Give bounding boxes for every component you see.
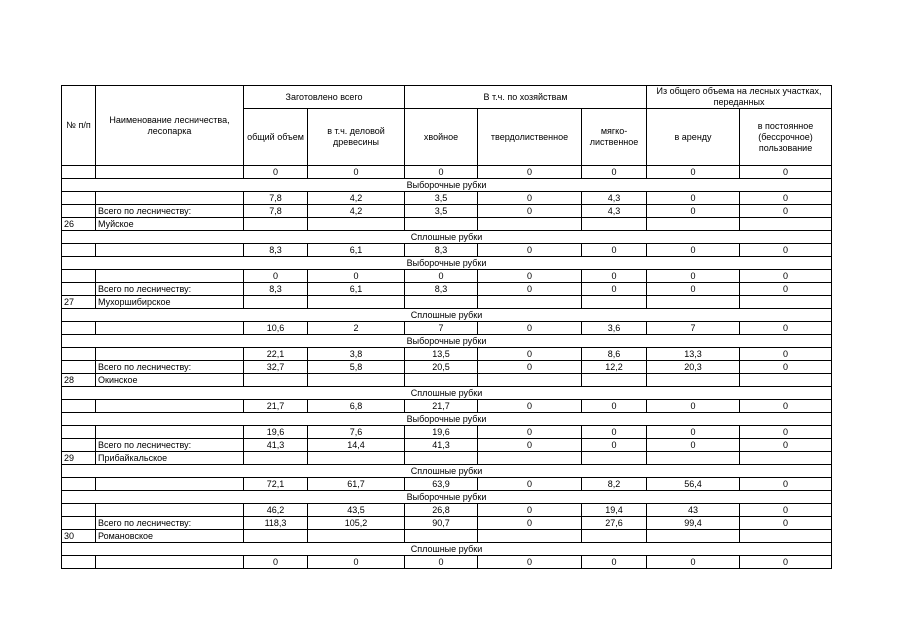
section-row xyxy=(62,465,832,478)
value-cell xyxy=(405,452,478,465)
value-cell: 0 xyxy=(478,517,582,530)
value-cell xyxy=(582,296,647,309)
row-number-cell xyxy=(62,166,96,179)
value-cell: 4,2 xyxy=(308,192,405,205)
section-label: Выборочные рубки xyxy=(62,413,832,426)
value-cell: 0 xyxy=(478,478,582,491)
table-row xyxy=(62,205,832,218)
value-cell xyxy=(308,218,405,231)
value-cell: 99,4 xyxy=(647,517,740,530)
value-cell xyxy=(308,530,405,543)
row-number-cell xyxy=(62,504,96,517)
value-cell: 0 xyxy=(244,556,308,569)
value-cell: 56,4 xyxy=(647,478,740,491)
value-cell: 7 xyxy=(647,322,740,335)
row-name-cell xyxy=(96,478,244,491)
value-cell: 0 xyxy=(740,426,832,439)
hardwood-header: твердолиственное xyxy=(478,109,582,166)
table-row xyxy=(62,504,832,517)
value-cell: 3,5 xyxy=(405,205,478,218)
value-cell: 7,6 xyxy=(308,426,405,439)
value-cell: 6,8 xyxy=(308,400,405,413)
row-name-cell xyxy=(96,400,244,413)
row-number-cell xyxy=(62,192,96,205)
value-cell: 0 xyxy=(740,192,832,205)
value-cell: 0 xyxy=(582,244,647,257)
value-cell: 8,2 xyxy=(582,478,647,491)
row-number-cell xyxy=(62,556,96,569)
table-row xyxy=(62,517,832,530)
value-cell: 12,2 xyxy=(582,361,647,374)
value-cell xyxy=(647,218,740,231)
value-cell: 8,3 xyxy=(405,244,478,257)
value-cell: 6,1 xyxy=(308,244,405,257)
table-row xyxy=(62,244,832,257)
value-cell: 19,6 xyxy=(244,426,308,439)
section-row xyxy=(62,179,832,192)
value-cell xyxy=(740,296,832,309)
value-cell xyxy=(740,374,832,387)
row-name-cell xyxy=(96,270,244,283)
value-cell: 0 xyxy=(740,556,832,569)
value-cell: 6,1 xyxy=(308,283,405,296)
value-cell: 21,7 xyxy=(405,400,478,413)
value-cell: 0 xyxy=(740,283,832,296)
value-cell: 0 xyxy=(740,322,832,335)
value-cell xyxy=(478,452,582,465)
value-cell: 0 xyxy=(740,270,832,283)
value-cell: 0 xyxy=(582,166,647,179)
row-number-cell xyxy=(62,270,96,283)
value-cell xyxy=(647,452,740,465)
rent-header: в аренду xyxy=(647,109,740,166)
value-cell: 0 xyxy=(405,556,478,569)
value-cell xyxy=(244,452,308,465)
value-cell: 4,3 xyxy=(582,192,647,205)
row-name-cell xyxy=(96,166,244,179)
value-cell: 0 xyxy=(582,556,647,569)
section-row xyxy=(62,257,832,270)
forest-harvest-table xyxy=(61,85,832,569)
value-cell: 0 xyxy=(478,322,582,335)
value-cell: 0 xyxy=(478,348,582,361)
value-cell: 0 xyxy=(647,192,740,205)
row-name-cell xyxy=(96,244,244,257)
business-wood-header: в т.ч. деловой древесины xyxy=(308,109,405,166)
value-cell xyxy=(582,530,647,543)
row-number-cell xyxy=(62,517,96,530)
coniferous-header: хвойное xyxy=(405,109,478,166)
value-cell: 8,3 xyxy=(244,283,308,296)
value-cell xyxy=(582,452,647,465)
row-name-cell: Окинское xyxy=(96,374,244,387)
value-cell: 0 xyxy=(582,400,647,413)
value-cell: 0 xyxy=(740,439,832,452)
value-cell: 0 xyxy=(740,504,832,517)
value-cell xyxy=(244,218,308,231)
row-number-cell xyxy=(62,426,96,439)
value-cell: 2 xyxy=(308,322,405,335)
table-row xyxy=(62,166,832,179)
table-body xyxy=(62,166,832,569)
value-cell: 0 xyxy=(647,556,740,569)
value-cell: 13,5 xyxy=(405,348,478,361)
value-cell: 8,6 xyxy=(582,348,647,361)
value-cell: 7 xyxy=(405,322,478,335)
section-row xyxy=(62,413,832,426)
row-name-cell xyxy=(96,348,244,361)
value-cell: 3,8 xyxy=(308,348,405,361)
value-cell: 22,1 xyxy=(244,348,308,361)
value-cell: 21,7 xyxy=(244,400,308,413)
forestry-name-row xyxy=(62,530,832,543)
row-number-cell: 29 xyxy=(62,452,96,465)
value-cell xyxy=(647,530,740,543)
value-cell: 61,7 xyxy=(308,478,405,491)
row-number-cell xyxy=(62,244,96,257)
table-row xyxy=(62,361,832,374)
value-cell: 0 xyxy=(647,244,740,257)
row-name-cell xyxy=(96,426,244,439)
value-cell: 0 xyxy=(647,426,740,439)
value-cell: 41,3 xyxy=(405,439,478,452)
table-row xyxy=(62,322,832,335)
value-cell: 63,9 xyxy=(405,478,478,491)
value-cell: 0 xyxy=(647,205,740,218)
value-cell xyxy=(582,374,647,387)
value-cell: 3,6 xyxy=(582,322,647,335)
value-cell: 0 xyxy=(478,283,582,296)
value-cell: 0 xyxy=(582,283,647,296)
section-row xyxy=(62,387,832,400)
row-number-cell xyxy=(62,400,96,413)
value-cell: 0 xyxy=(478,270,582,283)
value-cell: 0 xyxy=(740,166,832,179)
value-cell: 5,8 xyxy=(308,361,405,374)
row-name-cell: Всего по лесничеству: xyxy=(96,205,244,218)
section-label: Выборочные рубки xyxy=(62,335,832,348)
section-label: Сплошные рубки xyxy=(62,465,832,478)
row-number-cell xyxy=(62,283,96,296)
value-cell: 0 xyxy=(405,270,478,283)
value-cell: 90,7 xyxy=(405,517,478,530)
value-cell: 0 xyxy=(308,166,405,179)
value-cell: 7,8 xyxy=(244,192,308,205)
value-cell: 0 xyxy=(308,270,405,283)
row-name-cell xyxy=(96,504,244,517)
value-cell: 0 xyxy=(244,166,308,179)
value-cell: 27,6 xyxy=(582,517,647,530)
table-row xyxy=(62,192,832,205)
row-name-cell: Прибайкальское xyxy=(96,452,244,465)
value-cell: 0 xyxy=(478,244,582,257)
value-cell: 0 xyxy=(478,361,582,374)
row-number-cell: 30 xyxy=(62,530,96,543)
group-farms-header: В т.ч. по хозяйствам xyxy=(405,86,647,109)
value-cell xyxy=(308,374,405,387)
row-number-cell xyxy=(62,205,96,218)
value-cell: 19,4 xyxy=(582,504,647,517)
row-number-cell xyxy=(62,439,96,452)
table-header xyxy=(62,86,832,166)
value-cell: 32,7 xyxy=(244,361,308,374)
value-cell: 20,5 xyxy=(405,361,478,374)
section-row xyxy=(62,231,832,244)
forestry-name-row xyxy=(62,218,832,231)
section-label: Выборочные рубки xyxy=(62,179,832,192)
value-cell: 0 xyxy=(478,504,582,517)
section-row xyxy=(62,335,832,348)
value-cell: 0 xyxy=(478,400,582,413)
value-cell: 0 xyxy=(740,400,832,413)
table-row xyxy=(62,439,832,452)
value-cell: 0 xyxy=(740,205,832,218)
value-cell xyxy=(647,296,740,309)
forestry-name-row xyxy=(62,452,832,465)
value-cell: 14,4 xyxy=(308,439,405,452)
value-cell: 0 xyxy=(647,400,740,413)
section-label: Выборочные рубки xyxy=(62,491,832,504)
value-cell xyxy=(478,218,582,231)
permanent-use-header: в постоянное (бессрочное) пользование xyxy=(740,109,832,166)
forestry-name-row xyxy=(62,296,832,309)
forestry-name-row xyxy=(62,374,832,387)
row-name-cell xyxy=(96,322,244,335)
row-number-cell xyxy=(62,478,96,491)
value-cell: 0 xyxy=(478,166,582,179)
section-row xyxy=(62,491,832,504)
value-cell xyxy=(405,530,478,543)
value-cell: 20,3 xyxy=(647,361,740,374)
value-cell xyxy=(244,374,308,387)
value-cell: 43,5 xyxy=(308,504,405,517)
value-cell: 13,3 xyxy=(647,348,740,361)
value-cell xyxy=(405,374,478,387)
row-name-cell: Всего по лесничеству: xyxy=(96,517,244,530)
value-cell: 4,3 xyxy=(582,205,647,218)
value-cell: 7,8 xyxy=(244,205,308,218)
value-cell xyxy=(740,218,832,231)
value-cell: 8,3 xyxy=(244,244,308,257)
value-cell: 0 xyxy=(647,439,740,452)
value-cell: 0 xyxy=(740,348,832,361)
value-cell: 0 xyxy=(740,361,832,374)
row-number-cell: 27 xyxy=(62,296,96,309)
section-row xyxy=(62,309,832,322)
value-cell: 0 xyxy=(244,270,308,283)
value-cell: 0 xyxy=(308,556,405,569)
table-row xyxy=(62,426,832,439)
col-name-header: Наименование лесничества, лесопарка xyxy=(96,86,244,166)
table-row xyxy=(62,478,832,491)
table-row xyxy=(62,556,832,569)
value-cell xyxy=(740,452,832,465)
table-row xyxy=(62,283,832,296)
group-plots-header: Из общего объема на лесных участках, переданных xyxy=(647,86,832,109)
value-cell: 43 xyxy=(647,504,740,517)
section-label: Выборочные рубки xyxy=(62,257,832,270)
row-number-cell xyxy=(62,361,96,374)
value-cell: 0 xyxy=(478,426,582,439)
value-cell: 26,8 xyxy=(405,504,478,517)
row-name-cell: Романовское xyxy=(96,530,244,543)
value-cell xyxy=(478,530,582,543)
value-cell: 0 xyxy=(740,478,832,491)
col-number-header: № п/п xyxy=(62,86,96,166)
section-label: Сплошные рубки xyxy=(62,309,832,322)
row-number-cell: 26 xyxy=(62,218,96,231)
value-cell: 4,2 xyxy=(308,205,405,218)
value-cell xyxy=(647,374,740,387)
value-cell xyxy=(244,296,308,309)
table-row xyxy=(62,400,832,413)
value-cell xyxy=(478,374,582,387)
value-cell: 0 xyxy=(647,270,740,283)
value-cell: 0 xyxy=(478,439,582,452)
value-cell: 0 xyxy=(478,192,582,205)
row-name-cell xyxy=(96,556,244,569)
section-label: Сплошные рубки xyxy=(62,231,832,244)
value-cell: 72,1 xyxy=(244,478,308,491)
row-number-cell: 28 xyxy=(62,374,96,387)
value-cell xyxy=(244,530,308,543)
section-row xyxy=(62,543,832,556)
value-cell: 46,2 xyxy=(244,504,308,517)
value-cell xyxy=(582,218,647,231)
row-name-cell: Муйское xyxy=(96,218,244,231)
value-cell xyxy=(308,452,405,465)
row-name-cell: Мухоршибирское xyxy=(96,296,244,309)
row-name-cell xyxy=(96,192,244,205)
value-cell: 8,3 xyxy=(405,283,478,296)
value-cell: 0 xyxy=(478,556,582,569)
value-cell xyxy=(405,296,478,309)
value-cell: 0 xyxy=(478,205,582,218)
value-cell xyxy=(405,218,478,231)
total-volume-header: общий объем xyxy=(244,109,308,166)
value-cell: 10,6 xyxy=(244,322,308,335)
value-cell: 0 xyxy=(582,439,647,452)
value-cell xyxy=(478,296,582,309)
value-cell xyxy=(308,296,405,309)
softwood-header: мягко-лиственное xyxy=(582,109,647,166)
row-name-cell: Всего по лесничеству: xyxy=(96,361,244,374)
value-cell xyxy=(740,530,832,543)
table-row xyxy=(62,270,832,283)
row-number-cell xyxy=(62,348,96,361)
value-cell: 0 xyxy=(647,283,740,296)
value-cell: 0 xyxy=(740,244,832,257)
value-cell: 0 xyxy=(405,166,478,179)
value-cell: 0 xyxy=(582,270,647,283)
value-cell: 0 xyxy=(740,517,832,530)
row-number-cell xyxy=(62,322,96,335)
section-label: Сплошные рубки xyxy=(62,543,832,556)
value-cell: 0 xyxy=(647,166,740,179)
group-total-header: Заготовлено всего xyxy=(244,86,405,109)
table-row xyxy=(62,348,832,361)
value-cell: 19,6 xyxy=(405,426,478,439)
value-cell: 118,3 xyxy=(244,517,308,530)
row-name-cell: Всего по лесничеству: xyxy=(96,283,244,296)
value-cell: 0 xyxy=(582,426,647,439)
value-cell: 3,5 xyxy=(405,192,478,205)
section-label: Сплошные рубки xyxy=(62,387,832,400)
value-cell: 105,2 xyxy=(308,517,405,530)
value-cell: 41,3 xyxy=(244,439,308,452)
row-name-cell: Всего по лесничеству: xyxy=(96,439,244,452)
